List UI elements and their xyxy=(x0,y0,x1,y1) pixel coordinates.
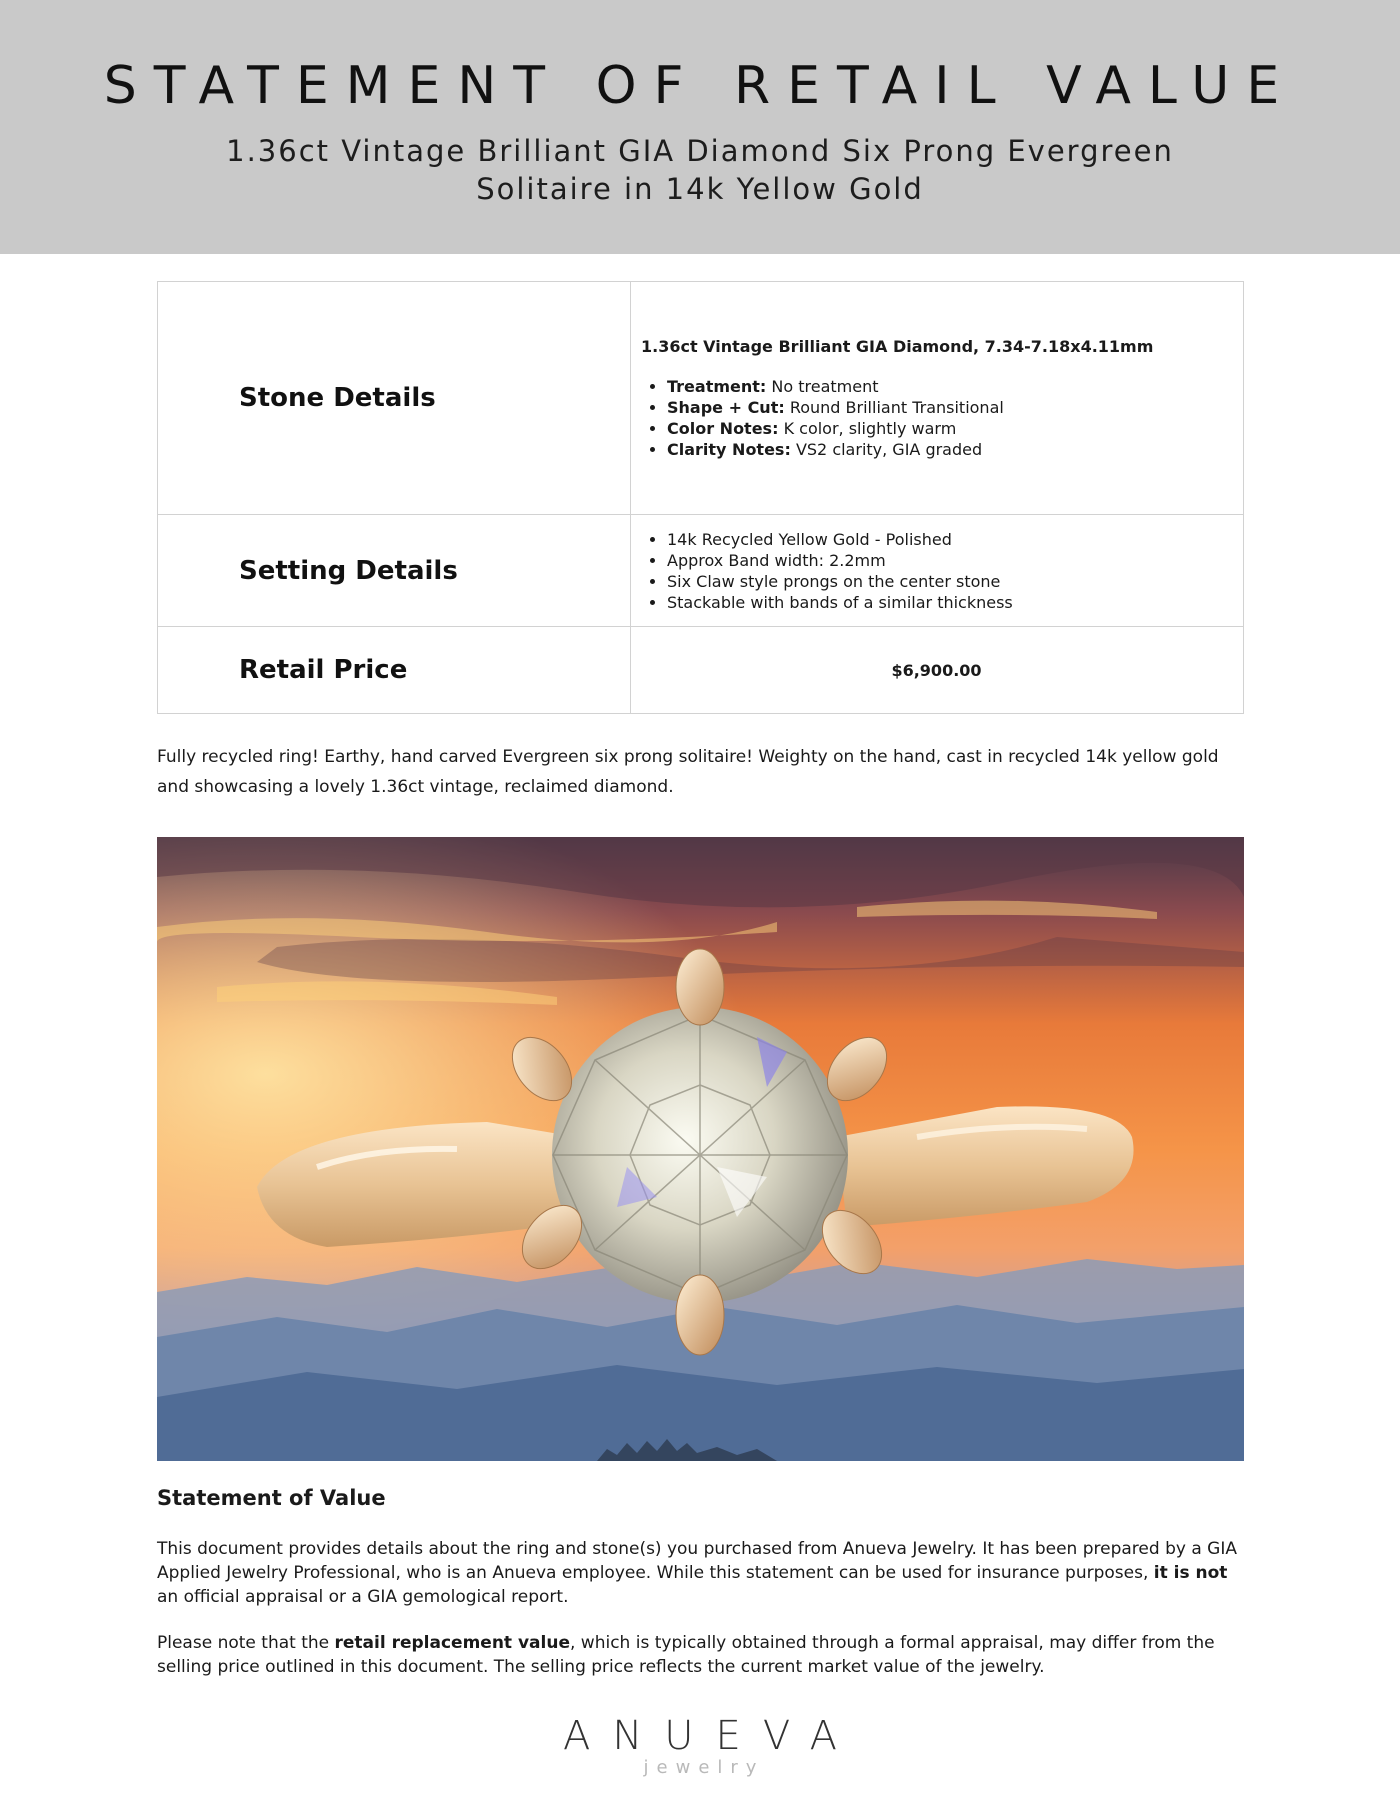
setting-list xyxy=(641,529,1242,613)
stone-details-label: Stone Details xyxy=(158,282,631,515)
statement-paragraph-1: This document provides details about the ring and stone(s) you purchased from Anueva Jewelry. It has been prepared by a GIA Applied Jewelry Professional, who is an Anueva employee. While this statement can be used for insurance purposes, it is not an official appraisal or a GIA gemological report. xyxy=(157,1539,1237,1607)
stone-heading: 1.36ct Vintage Brilliant GIA Diamond, 7.34-7.18x4.11mm xyxy=(641,336,1154,356)
prong xyxy=(676,949,724,1025)
retail-price-label: Retail Price xyxy=(158,627,631,714)
retail-price-row xyxy=(158,627,1244,714)
setting-details-row xyxy=(158,515,1244,627)
header-banner xyxy=(0,0,1400,254)
statement-paragraph-2: Please note that the retail replacement value, which is typically obtained through a formal appraisal, may differ from the selling price outlined in this document. The selling price reflects the current market value of the jewelry. xyxy=(157,1633,1215,1677)
stone-list xyxy=(641,376,1242,460)
list-item: • Six Claw style prongs on the center stone xyxy=(667,571,1242,592)
details-table xyxy=(157,281,1244,714)
statement-of-value-heading: Statement of Value xyxy=(157,1486,386,1510)
list-item: • 14k Recycled Yellow Gold - Polished xyxy=(667,529,1242,550)
prong xyxy=(676,1275,724,1355)
logo-tagline: jewelry xyxy=(643,1757,765,1778)
list-item: • Color Notes: K color, slightly warm xyxy=(667,418,1242,439)
setting-details-label: Setting Details xyxy=(158,515,631,627)
list-item: • Approx Band width: 2.2mm xyxy=(667,550,1242,571)
anueva-logo xyxy=(500,1714,900,1778)
setting-details-value xyxy=(631,515,1244,627)
product-subtitle: 1.36ct Vintage Brilliant GIA Diamond Six Prong Evergreen Solitaire in 14k Yellow Gold xyxy=(226,134,1174,206)
list-item: • Clarity Notes: VS2 clarity, GIA graded xyxy=(667,439,1242,460)
list-item: • Treatment: No treatment xyxy=(667,376,1242,397)
retail-price-value: $6,900.00 xyxy=(631,627,1244,714)
page-title: STATEMENT OF RETAIL VALUE xyxy=(103,56,1297,116)
stone-details-value xyxy=(631,282,1244,515)
list-item: • Shape + Cut: Round Brilliant Transitional xyxy=(667,397,1242,418)
product-photo xyxy=(157,837,1244,1461)
list-item: • Stackable with bands of a similar thickness xyxy=(667,592,1242,613)
stone-details-row xyxy=(158,282,1244,515)
logo-wordmark: ANUEVA xyxy=(562,1713,859,1759)
product-description: Fully recycled ring! Earthy, hand carved Evergreen six prong solitaire! Weighty on the hand, cast in recycled 14k yellow gold and showcasing a lovely 1.36ct vintage, reclaimed diamond. xyxy=(157,747,1219,797)
